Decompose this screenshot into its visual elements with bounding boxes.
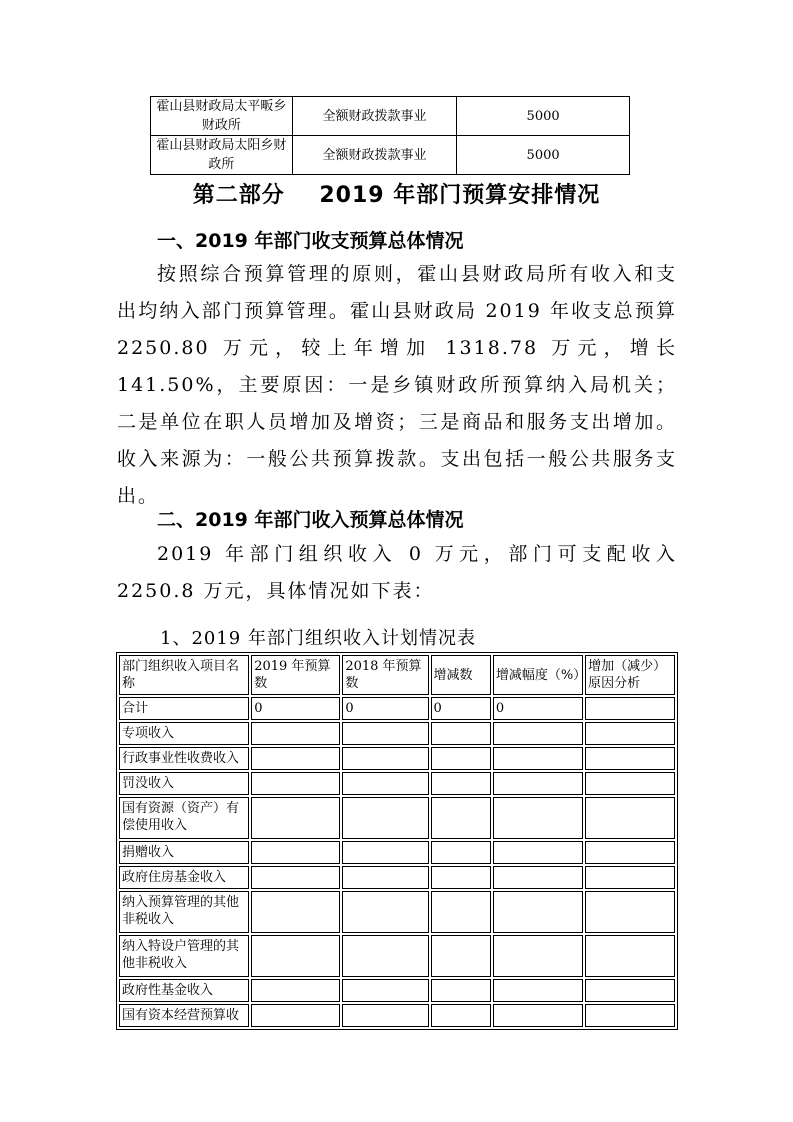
item-name-cell: 罚没收入 xyxy=(119,772,249,795)
part-title: 第二部分 2019 年部门预算安排情况 xyxy=(192,183,601,208)
rate-cell xyxy=(493,722,583,745)
column-header: 增减数 xyxy=(431,655,491,695)
rate-cell xyxy=(493,841,583,864)
item-name-cell: 纳入预算管理的其他非税收入 xyxy=(119,891,249,933)
reason-cell xyxy=(585,797,675,839)
unit-list-table xyxy=(150,96,630,175)
reason-cell xyxy=(585,841,675,864)
unit-amount-cell: 5000 xyxy=(457,97,630,136)
table-header-row xyxy=(119,655,675,695)
item-name-cell: 政府性基金收入 xyxy=(119,979,249,1002)
table-row xyxy=(119,841,675,864)
reason-cell xyxy=(585,891,675,933)
rate-cell xyxy=(493,772,583,795)
value-2019-cell xyxy=(251,722,340,745)
unit-name-cell: 霍山县财政局太阳乡财政所 xyxy=(151,136,293,175)
table-row xyxy=(119,979,675,1002)
reason-cell xyxy=(585,979,675,1002)
table-row xyxy=(119,891,675,933)
value-2019-cell: 0 xyxy=(251,697,340,720)
diff-cell xyxy=(431,772,491,795)
rate-cell: 0 xyxy=(493,697,583,720)
item-name-cell: 政府住房基金收入 xyxy=(119,866,249,889)
column-header: 部门组织收入项目名称 xyxy=(119,655,249,695)
table-title: 1、2019 年部门组织收入计划情况表 xyxy=(160,628,476,649)
table-row xyxy=(119,722,675,745)
unit-type-cell: 全额财政拨款事业 xyxy=(292,136,456,175)
section-heading-2: 二、2019 年部门收入预算总体情况 xyxy=(157,509,464,531)
diff-cell xyxy=(431,979,491,1002)
rate-cell xyxy=(493,747,583,770)
table-row xyxy=(119,866,675,889)
column-header: 2019 年预算数 xyxy=(251,655,340,695)
diff-cell xyxy=(431,722,491,745)
value-2018-cell xyxy=(342,841,428,864)
column-header: 增减幅度（%） xyxy=(493,655,583,695)
reason-cell xyxy=(585,772,675,795)
section-paragraph-1: 按照综合预算管理的原则，霍山县财政局所有收入和支出均纳入部门预算管理。霍山县财政局 2019 年收支总预算 2250.80 万元，较上年增加 1318.78 万元，增长 141.50%，主要原因：一是乡镇财政所预算纳入局机关；二是单位在职人员增加及增资；三是商品和服务支出增加。收入来源为：一般公共预算拨款。支出包括一般公共服务支出。 xyxy=(117,263,677,507)
table-row xyxy=(119,1004,675,1027)
reason-cell xyxy=(585,866,675,889)
value-2018-cell xyxy=(342,935,428,977)
diff-cell xyxy=(431,891,491,933)
item-name-cell: 国有资源（资产）有偿使用收入 xyxy=(119,797,249,839)
value-2018-cell: 0 xyxy=(342,697,428,720)
rate-cell xyxy=(493,1004,583,1027)
value-2018-cell xyxy=(342,979,428,1002)
rate-cell xyxy=(493,979,583,1002)
section-paragraph-2: 2019 年部门组织收入 0 万元，部门可支配收入 2250.8 万元，具体情况如下表： xyxy=(117,543,677,602)
income-plan-table xyxy=(116,652,678,1030)
rate-cell xyxy=(493,866,583,889)
income-table-body xyxy=(119,697,675,1027)
table-row xyxy=(151,136,630,175)
rate-cell xyxy=(493,891,583,933)
column-header: 增加（减少）原因分析 xyxy=(585,655,675,695)
diff-cell xyxy=(431,1004,491,1027)
diff-cell: 0 xyxy=(431,697,491,720)
value-2018-cell xyxy=(342,772,428,795)
table-row xyxy=(119,747,675,770)
item-name-cell: 专项收入 xyxy=(119,722,249,745)
diff-cell xyxy=(431,747,491,770)
value-2018-cell xyxy=(342,891,428,933)
diff-cell xyxy=(431,797,491,839)
reason-cell xyxy=(585,697,675,720)
table-row xyxy=(119,797,675,839)
section-heading-1: 一、2019 年部门收支预算总体情况 xyxy=(157,230,464,252)
value-2019-cell xyxy=(251,772,340,795)
reason-cell xyxy=(585,747,675,770)
value-2019-cell xyxy=(251,1004,340,1027)
value-2019-cell xyxy=(251,891,340,933)
value-2018-cell xyxy=(342,722,428,745)
diff-cell xyxy=(431,841,491,864)
value-2019-cell xyxy=(251,935,340,977)
reason-cell xyxy=(585,1004,675,1027)
item-name-cell: 国有资本经营预算收 xyxy=(119,1004,249,1027)
unit-type-cell: 全额财政拨款事业 xyxy=(292,97,456,136)
item-name-cell: 行政事业性收费收入 xyxy=(119,747,249,770)
value-2018-cell xyxy=(342,866,428,889)
value-2019-cell xyxy=(251,841,340,864)
item-name-cell: 捐赠收入 xyxy=(119,841,249,864)
table-row xyxy=(119,772,675,795)
value-2018-cell xyxy=(342,1004,428,1027)
value-2019-cell xyxy=(251,979,340,1002)
item-name-cell: 合计 xyxy=(119,697,249,720)
table-row xyxy=(119,935,675,977)
rate-cell xyxy=(493,797,583,839)
value-2018-cell xyxy=(342,797,428,839)
item-name-cell: 纳入特设户管理的其他非税收入 xyxy=(119,935,249,977)
value-2019-cell xyxy=(251,747,340,770)
rate-cell xyxy=(493,935,583,977)
reason-cell xyxy=(585,722,675,745)
column-header: 2018 年预算数 xyxy=(342,655,428,695)
table-row xyxy=(119,697,675,720)
value-2019-cell xyxy=(251,866,340,889)
reason-cell xyxy=(585,935,675,977)
diff-cell xyxy=(431,866,491,889)
table-row xyxy=(151,97,630,136)
unit-amount-cell: 5000 xyxy=(457,136,630,175)
unit-name-cell: 霍山县财政局太平畈乡财政所 xyxy=(151,97,293,136)
value-2019-cell xyxy=(251,797,340,839)
value-2018-cell xyxy=(342,747,428,770)
diff-cell xyxy=(431,935,491,977)
